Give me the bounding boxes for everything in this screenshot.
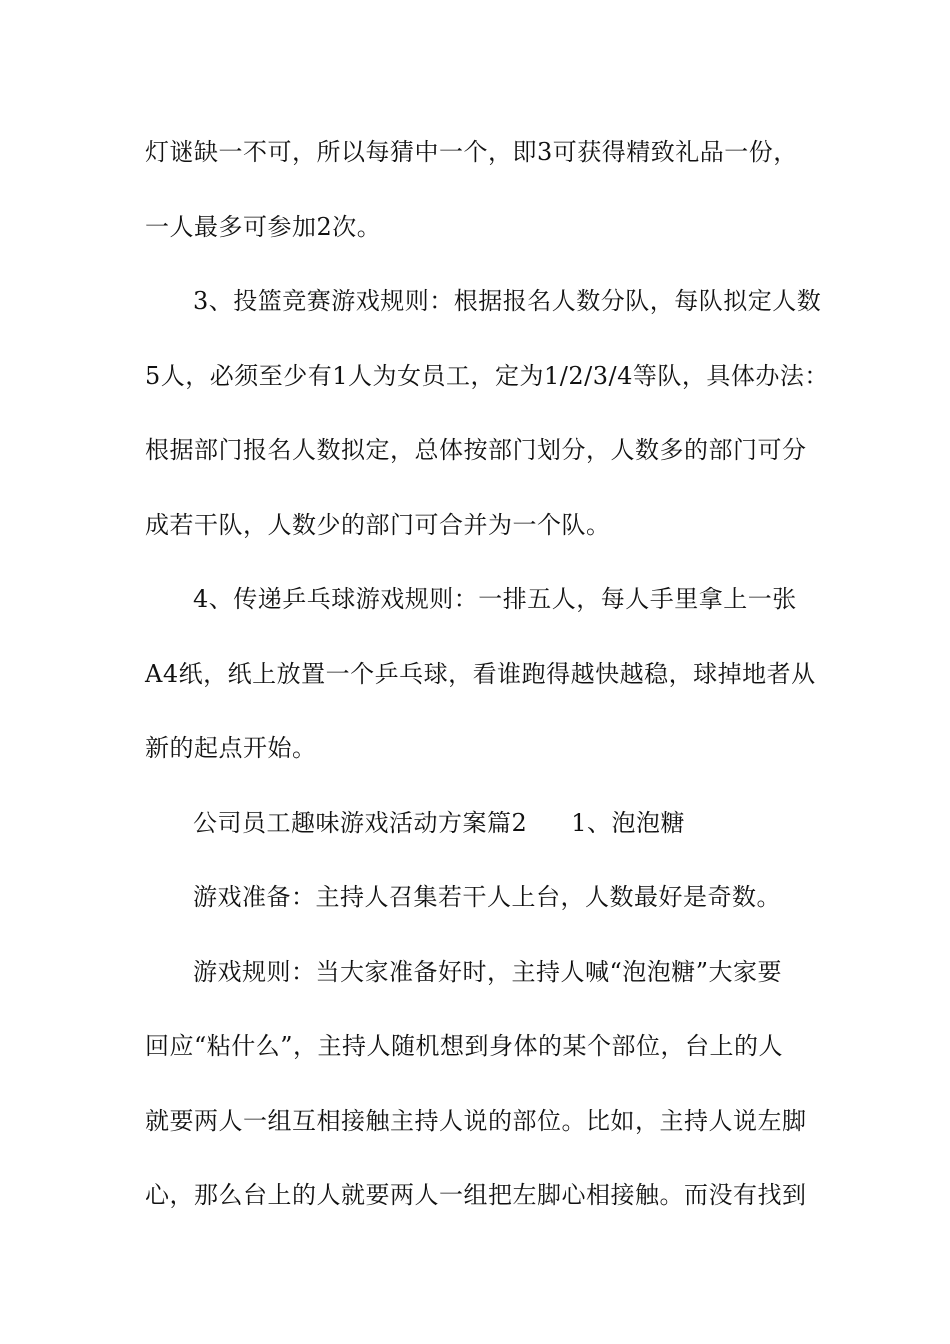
section-heading-line [193,808,873,838]
paragraph-line: 游戏准备：主持人召集若干人上台，人数最好是奇数。 [193,883,781,911]
paragraph-line: A4纸，纸上放置一个乒乓球，看谁跑得越快越稳，球掉地者从 [145,660,816,688]
paragraph-line: 成若干队，人数少的部门可合并为一个队。 [145,511,611,539]
subsection-title: 1、泡泡糖 [571,809,686,837]
paragraph-line: 心，那么台上的人就要两人一组把左脚心相接触。而没有找到 [145,1181,807,1209]
section-title: 公司员工趣味游戏活动方案篇2 [193,809,528,837]
paragraph-line: 4、传递乒乓球游戏规则：一排五人，每人手里拿上一张 [193,585,797,613]
paragraph-line: 回应“粘什么”，主持人随机想到身体的某个部位，台上的人 [145,1032,784,1060]
paragraph-line: 就要两人一组互相接触主持人说的部位。比如，主持人说左脚 [145,1107,807,1135]
paragraph-line: 灯谜缺一不可，所以每猜中一个，即3可获得精致礼品一份， [145,138,798,166]
paragraph-line: 5人，必须至少有1人为女员工，定为1/2/3/4等队，具体办法： [145,362,829,390]
paragraph-line: 根据部门报名人数拟定，总体按部门划分，人数多的部门可分 [145,436,807,464]
paragraph-line: 3、投篮竞赛游戏规则：根据报名人数分队，每队拟定人数 [193,287,822,315]
paragraph-line: 游戏规则：当大家准备好时，主持人喊“泡泡糖”大家要 [193,958,783,986]
paragraph-line: 新的起点开始。 [145,734,317,762]
paragraph-line: 一人最多可参加2次。 [145,213,382,241]
